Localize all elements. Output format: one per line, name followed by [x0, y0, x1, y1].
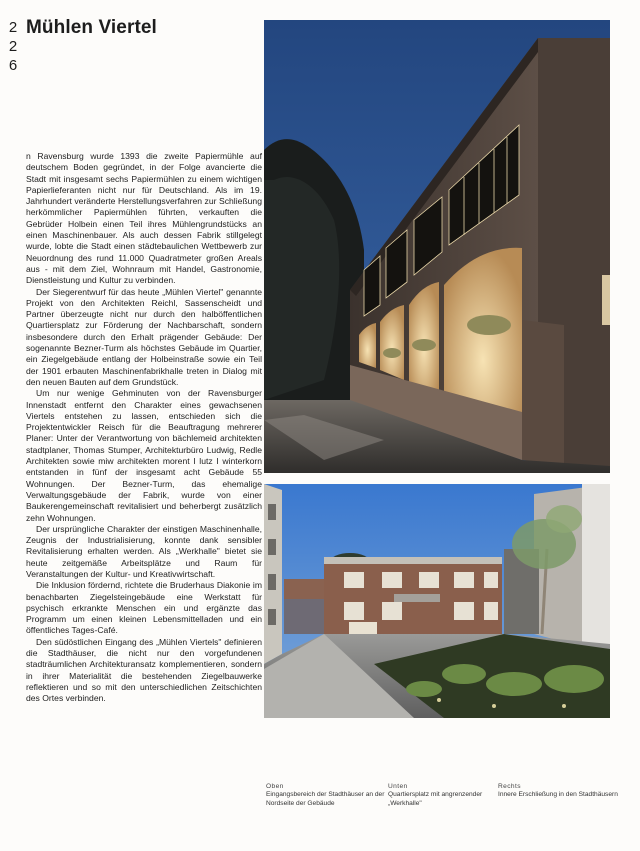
caption-text: Eingangsbereich der Stadthäuser an der Nordseite der Gebäude	[266, 791, 385, 807]
caption-head: Rechts	[498, 783, 521, 790]
article-body	[26, 151, 262, 705]
paragraph: Den südöstlichen Eingang des „Mühlen Viertels" definieren die Stadthäuser, die nicht nur den vorgefundenen stadträumlichen Architekturansatz komplementieren, sondern in ihrer Materialität die bestehenden Ziegelbauwerke reflektieren und so mit den unterschiedlichen Zeitschichten des Ortes verbinden.	[26, 636, 262, 704]
caption-head: Oben	[266, 783, 284, 790]
page-number	[6, 18, 20, 75]
paragraph: Die Inklusion fördernd, richtete die Bruderhaus Diakonie im benachbarten Ziegelsteingebäude eine Werkstatt für psychisch erkrankte Menschen ein und ergänzte das Programm um einen kleinen Lebensmittelladen und ein öffentliches Tages-Café.	[26, 580, 262, 636]
photo-quarter-square	[264, 484, 610, 718]
page-number-digit: 2	[8, 38, 18, 55]
paragraph: Um nur wenige Gehminuten von der Ravensburger Innenstadt entfernt den Charakter eines gewachsenen Viertels entstehen zu lassen, entschieden sich die Projektentwickler Reisch für die Beauftragung mehrerer Planer: Unter der Verantwortung von bächlemeid architekten stadtplaner, Thomas Stumper, Architekturbüro Ludwig, Redle Architekten sowie miw architekten morent I lutz I winterkorn entstanden in fünf der insgesamt acht Gebäude 55 Wohnungen. Der Bezner-Turm, das ehemalige Verwaltungsgebäude der Fabrik, wurde von einer Baukerengemeinschaft revitalisiert und beherbergt zusätzlich zehn Wohnungen.	[26, 388, 262, 523]
paragraph: Der ursprüngliche Charakter der einstigen Maschinenhalle, Zeugnis der Industrialisierung, konnte dank sensibler Revitalisierung erhalten werden. Als „Werkhalle" bietet sie heute zeitgemäße Arbeitsplätze und Raum für Veranstaltungen der Kultur- und Kreativwirtschaft.	[26, 523, 262, 579]
paragraph: n Ravensburg wurde 1393 die zweite Papiermühle auf deutschem Boden gegründet, in der Folge avancierte die Stadt mit insgesamt sechs Papiermühlen zu einem wichtigen Papierlieferanten nicht nur für Deutschland. Als im 19. Jahrhundert veränderte Herstellungsverfahren zur Schließung herkömmlicher Papiermühlen führten, verkauften die Gebrüder Holbein einen Teil ihres Mühlengrundstücks an einen Maschinenbauer. Als auch dessen Fabrik stillgelegt wurde, lobte die Stadt einen städtebaulichen Wettbewerb zur Neuordnung des rund 11.000 Quadratmeter großen Areals aus - mit dem Ziel, Wohnraum mit Handel, Gastronomie, Dienstleistung und Kultur zu verbinden.	[26, 151, 262, 286]
paragraph: Der Siegerentwurf für das heute „Mühlen Viertel" genannte Projekt von den Architekten Reichl, Sassenscheidt und Partner überzeugte nicht nur durch den halböffentlichen Quartiersplatz zur Förderung der Nachbarschaft, sondern insbesondere durch den Erhalt prägender Gebäude: Der sogenannte Bezner-Turm als höchstes Gebäude im Quartier, ein Ziegelgebäude entlang der Holbeinstraße sowie ein Teil der 1901 erbauten Maschinenfabrikhalle treten in Dialog mit den neuen Bauten auf dem Grundstück.	[26, 286, 262, 387]
caption-top	[266, 783, 386, 808]
caption-text: Quartiersplatz mit angrenzender „Werkhalle"	[388, 791, 483, 807]
caption-text: Innere Erschließung in den Stadthäusern	[498, 791, 618, 799]
photo-townhouses-night	[264, 20, 610, 473]
caption-right	[498, 783, 618, 800]
page-number-digit: 2	[8, 19, 18, 36]
article-title: Mühlen Viertel	[26, 17, 157, 38]
caption-head: Unten	[388, 783, 408, 790]
caption-bottom	[388, 783, 508, 808]
page-number-digit: 6	[8, 57, 18, 74]
